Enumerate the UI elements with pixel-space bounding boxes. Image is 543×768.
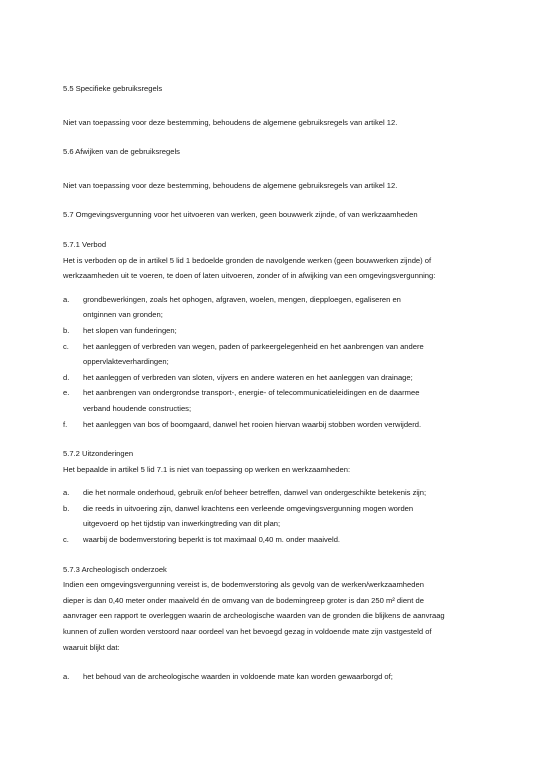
heading-5-7-1: 5.7.1 Verbod (63, 239, 107, 249)
list-marker: e. (63, 388, 70, 398)
paragraph-5-5: Niet van toepassing voor deze bestemming, behoudens de algemene gebruiksregels van artikel 12. (63, 117, 398, 127)
list-item-line: uitgevoerd op het tijdstip van inwerkingtreding van dit plan; (83, 519, 281, 529)
list-item (63, 485, 483, 501)
paragraph-5-7-3-line: kunnen of zullen worden verstoord naar oordeel van het bevoegd gezag in voldoende mate zijn vastgesteld of (63, 627, 432, 637)
list-marker: c. (63, 535, 69, 545)
heading-5-5: 5.5 Specifieke gebruiksregels (63, 84, 163, 93)
list-item-line: die reeds in uitvoering zijn, danwel krachtens een verleende omgevingsvergunning mogen worden (83, 503, 414, 513)
list-marker: f. (63, 419, 68, 429)
list-item-line: het behoud van de archeologische waarden in voldoende mate kan worden gewaarborgd of; (83, 672, 393, 682)
list-item-line: die het normale onderhoud, gebruik en/of beheer betreffen, danwel van ondergeschikte betekenis zijn; (83, 488, 427, 498)
paragraph-5-7-1-line1: Het is verboden op de in artikel 5 lid 1 bedoelde gronden de navolgende werken (geen bouwwerken zijnde) of (63, 255, 432, 265)
paragraph-5-7-2: Het bepaalde in artikel 5 lid 7.1 is niet van toepassing op werken en werkzaamheden: (63, 464, 351, 474)
heading-5-7-2: 5.7.2 Uitzonderingen (63, 449, 134, 459)
paragraph-5-7-3-line: Indien een omgevingsvergunning vereist is, de bodemverstoring als gevolg van de werken/werkzaamheden (63, 580, 424, 590)
paragraph-5-6: Niet van toepassing voor deze bestemming, behoudens de algemene gebruiksregels van artikel 12. (63, 180, 398, 190)
list-marker: c. (63, 341, 69, 351)
list-item-line: het slopen van funderingen; (83, 325, 177, 335)
list-item-line: grondbewerkingen, zoals het ophogen, afgraven, woelen, mengen, diepploegen, egaliseren en (83, 294, 401, 304)
paragraph-5-7-3-line: aanvrager een rapport te overleggen waarin de archeologische waarden van de gronden die blijkens de aanvraag (63, 611, 445, 621)
heading-5-7-3: 5.7.3 Archeologisch onderzoek (63, 564, 167, 574)
list-item (63, 292, 483, 323)
list-item-line: het aanleggen of verbreden van wegen, paden of parkeergelegenheid en het aanbrengen van andere (83, 341, 424, 351)
list-item (63, 339, 483, 370)
list-item (63, 417, 483, 433)
list-marker: b. (63, 325, 70, 335)
document-page (63, 81, 483, 685)
list-item (63, 385, 483, 416)
list-item-line: ontginnen van gronden; (83, 310, 163, 320)
list-item-line: het aanleggen of verbreden van sloten, vijvers en andere wateren en het aanleggen van drainage; (83, 372, 413, 382)
list-item-line: het aanbrengen van ondergrondse transport-, energie- of telecommunicatieleidingen en de daarmee (83, 388, 420, 398)
list-item (63, 532, 483, 548)
list-item-line: oppervlakteverhardingen; (83, 357, 169, 367)
paragraph-5-7-3-line: waaruit blijkt dat: (63, 642, 120, 652)
list-marker: a. (63, 294, 70, 304)
list-5-7-3 (63, 669, 483, 685)
paragraph-5-7-3-line: dieper is dan 0,40 meter onder maaiveld én de omvang van de bodemingreep groter is dan 250 m² dient de (63, 595, 424, 605)
paragraph-5-7-1-line2: werkzaamheden uit te voeren, te doen of laten uitvoeren, zonder of in afwijking van een omgevingsvergunning: (63, 271, 436, 281)
list-item (63, 323, 483, 339)
list-item-line: verband houdende constructies; (83, 403, 192, 413)
list-marker: b. (63, 503, 70, 513)
list-item-line: waarbij de bodemverstoring beperkt is tot maximaal 0,40 m. onder maaiveld. (83, 535, 341, 545)
list-5-7-1 (63, 292, 483, 432)
list-marker: a. (63, 488, 70, 498)
heading-5-7: 5.7 Omgevingsvergunning voor het uitvoeren van werken, geen bouwwerk zijnde, of van werkzaamheden (63, 210, 418, 220)
list-item-line: het aanleggen van bos of boomgaard, danwel het rooien hiervan waarbij stobben worden verwijderd. (83, 419, 422, 429)
list-item (63, 669, 483, 685)
list-item (63, 370, 483, 386)
list-5-7-2 (63, 485, 483, 547)
heading-5-6: 5.6 Afwijken van de gebruiksregels (63, 147, 180, 157)
list-marker: d. (63, 372, 70, 382)
list-item (63, 501, 483, 532)
list-marker: a. (63, 672, 70, 682)
